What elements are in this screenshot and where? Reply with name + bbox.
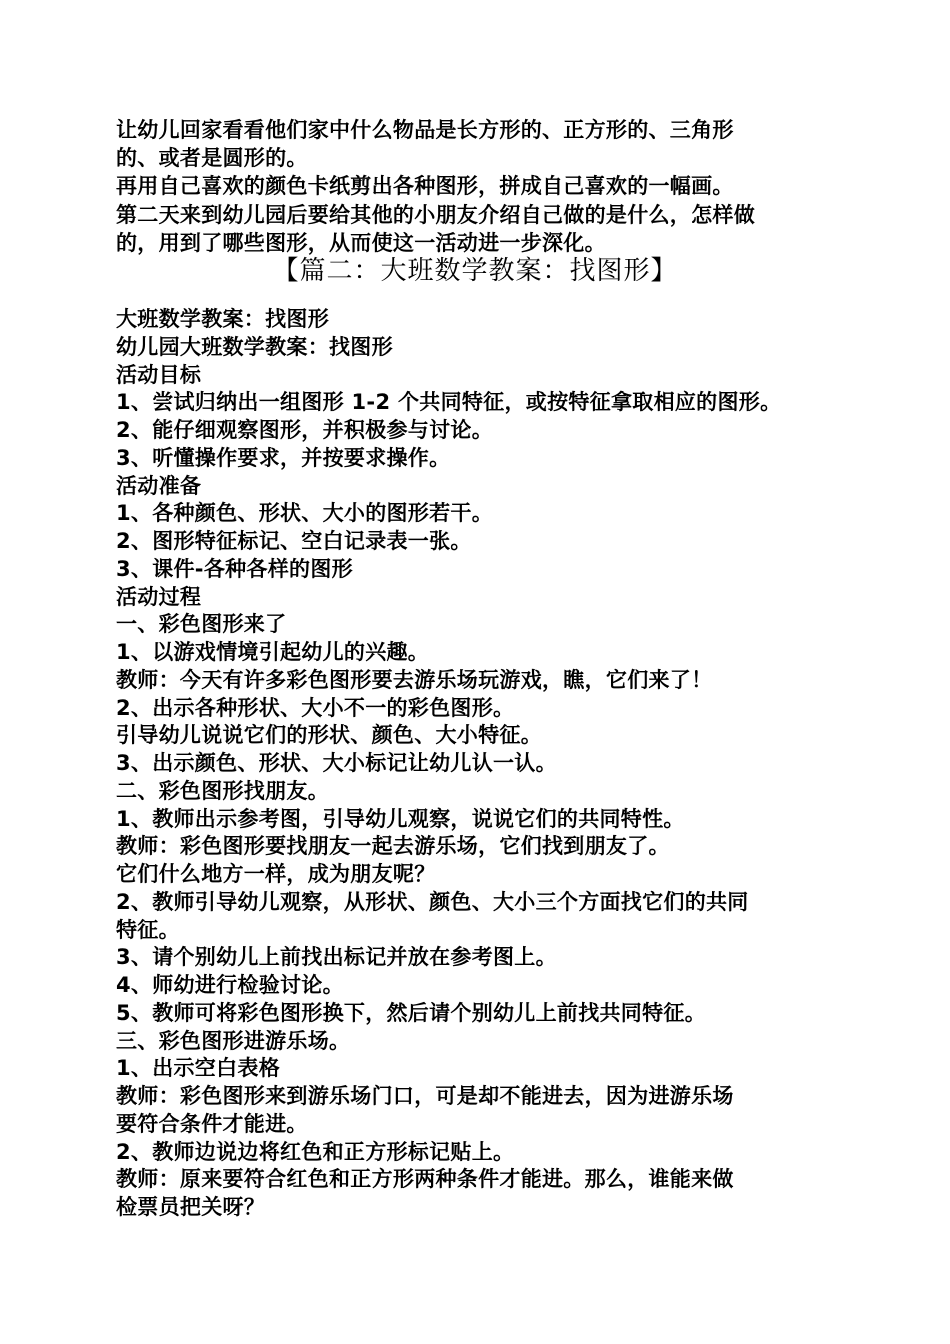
intro-line: 第二天来到幼儿园后要给其他的小朋友介绍自己做的是什么，怎样做 <box>116 202 755 227</box>
body-line: 特征。 <box>116 917 180 942</box>
intro-line: 的，用到了哪些图形，从而使这一活动进一步深化。 <box>116 230 606 255</box>
body-line: 1、以游戏情境引起幼儿的兴趣。 <box>116 640 430 664</box>
body-line: 1、出示空白表格 <box>116 1056 281 1081</box>
body-line: 3、听懂操作要求，并按要求操作。 <box>116 445 451 470</box>
body-line: 1、尝试归纳出一组图形 1-2 个共同特征，或按特征拿取相应的图形。 <box>116 390 782 415</box>
body-line: 2、出示各种形状、大小不一的彩色图形。 <box>116 695 515 720</box>
body-line: 1、各种颜色、形状、大小的图形若干。 <box>116 501 494 526</box>
intro-line: 让幼儿回家看看他们家中什么物品是长方形的、正方形的、三角形 <box>116 118 734 142</box>
body-line: 三、彩色图形进游乐场。 <box>116 1028 351 1053</box>
intro-line: 的、或者是圆形的。 <box>116 146 308 171</box>
body-line: 3、请个别幼儿上前找出标记并放在参考图上。 <box>116 945 557 970</box>
body-line: 教师：今天有许多彩色图形要去游乐场玩游戏，瞧，它们来了！ <box>116 667 713 692</box>
body-line: 1、教师出示参考图，引导幼儿观察，说说它们的共同特性。 <box>116 806 685 831</box>
body-line: 3、出示颜色、形状、大小标记让幼儿认一认。 <box>116 751 557 775</box>
body-line: 2、图形特征标记、空白记录表一张。 <box>116 529 472 553</box>
body-line: 2、教师边说边将红色和正方形标记贴上。 <box>116 1139 515 1164</box>
body-line: 教师：彩色图形来到游乐场门口，可是却不能进去，因为进游乐场 <box>116 1084 734 1108</box>
body-line: 二、彩色图形找朋友。 <box>116 778 329 803</box>
body-line: 一、彩色图形来了 <box>116 612 287 637</box>
body-line: 它们什么地方一样，成为朋友呢？ <box>116 862 436 886</box>
body-line: 大班数学教案：找图形 <box>116 307 329 331</box>
body-line: 4、师幼进行检验讨论。 <box>116 973 344 997</box>
body-line: 幼儿园大班数学教案：找图形 <box>116 334 393 359</box>
body-line: 3、课件-各种各样的图形 <box>116 556 353 581</box>
body-line: 活动过程 <box>116 584 202 609</box>
body-line: 2、教师引导幼儿观察，从形状、颜色、大小三个方面找它们的共同 <box>116 889 749 914</box>
body-line: 5、教师可将彩色图形换下，然后请个别幼儿上前找共同特征。 <box>116 1000 707 1025</box>
body-line: 活动目标 <box>116 362 202 387</box>
body-line: 教师：彩色图形要找朋友一起去游乐场，它们找到朋友了。 <box>116 834 670 859</box>
body-line: 活动准备 <box>116 473 202 498</box>
body-line: 检票员把关呀？ <box>116 1195 266 1219</box>
body-line: 教师：原来要符合红色和正方形两种条件才能进。那么，谁能来做 <box>116 1167 734 1192</box>
body-line: 引导幼儿说说它们的形状、颜色、大小特征。 <box>116 723 542 748</box>
section-title: 【篇二：大班数学教案：找图形】 <box>272 256 678 286</box>
intro-line: 再用自己喜欢的颜色卡纸剪出各种图形，拼成自己喜欢的一幅画。 <box>116 174 734 199</box>
body-line: 2、能仔细观察图形，并积极参与讨论。 <box>116 418 494 442</box>
body-line: 要符合条件才能进。 <box>116 1111 308 1136</box>
